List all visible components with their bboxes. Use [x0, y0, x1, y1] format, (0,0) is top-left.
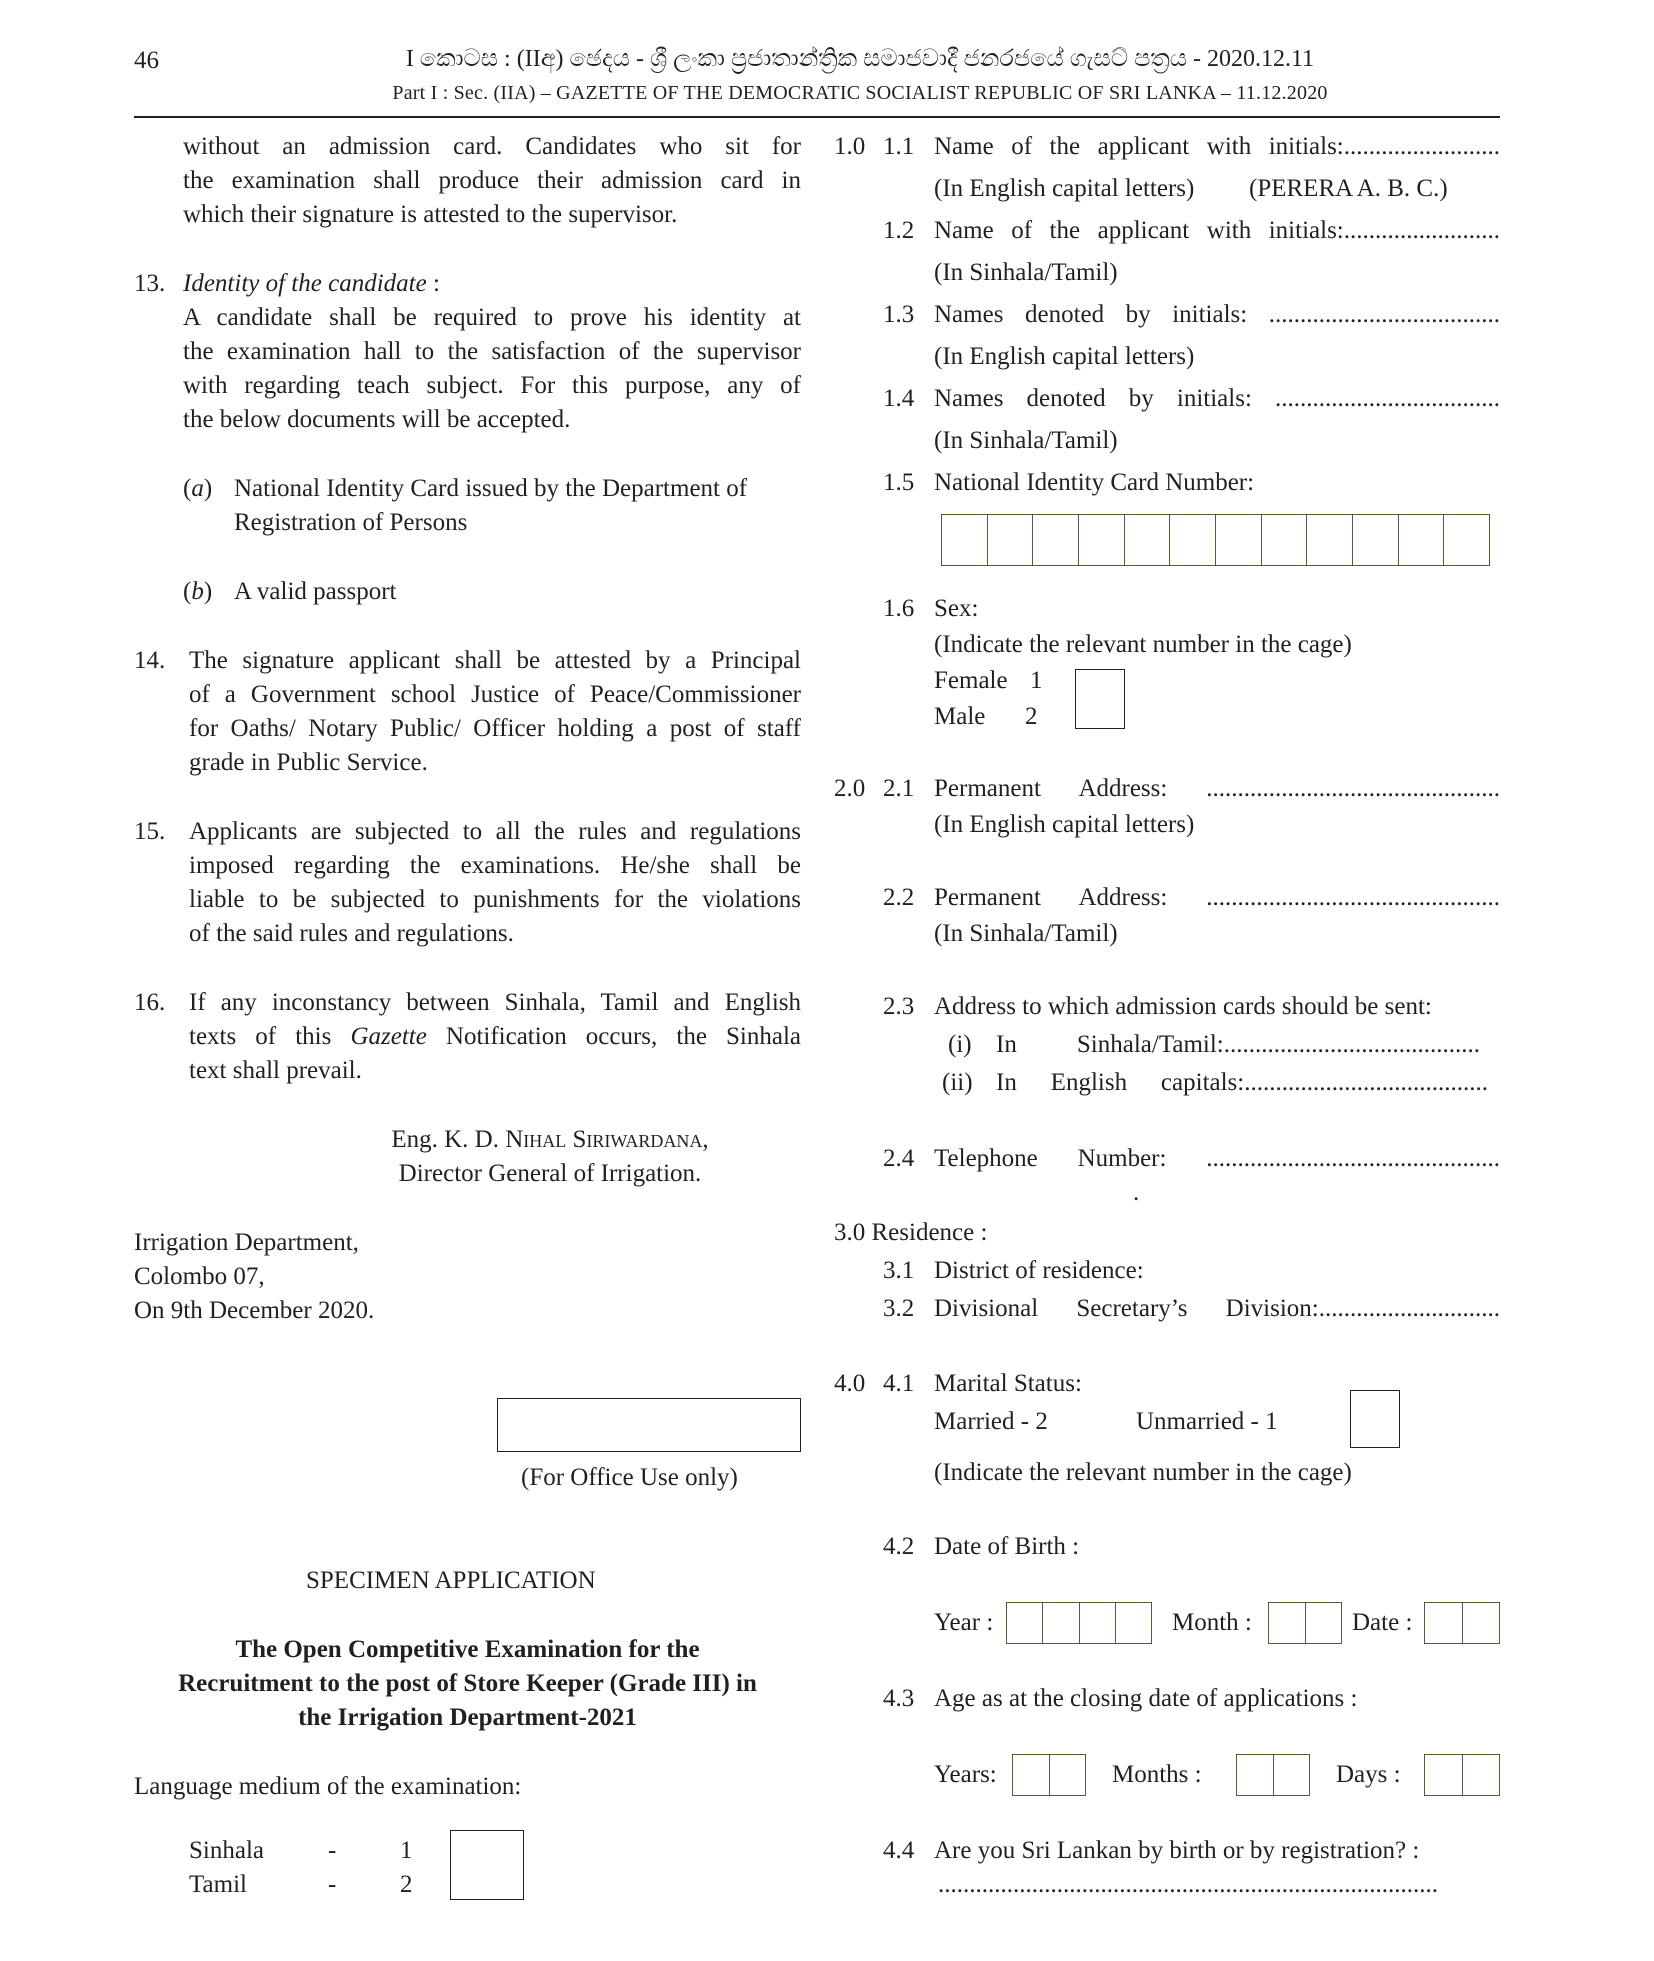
dob-date-label: Date :	[1352, 1609, 1413, 1636]
unmarried-option: Unmarried - 1	[1136, 1408, 1278, 1435]
sex-male-label: Male	[934, 703, 986, 730]
field-2-3-number: 2.3	[883, 993, 915, 1020]
married-option: Married - 2	[934, 1408, 1048, 1435]
nic-digit-cell[interactable]	[1125, 515, 1171, 565]
age-months-label: Months :	[1112, 1761, 1202, 1788]
field-4-4-number: 4.4	[883, 1837, 915, 1864]
field-1-4-number: 1.4	[883, 385, 915, 412]
field-1-6-sub: (Indicate the relevant number in the cage)	[934, 631, 1352, 658]
dob-date-cell[interactable]	[1425, 1603, 1463, 1643]
language-sinhala-dash: -	[328, 1837, 337, 1864]
header-english-title: Part I : Sec. (IIA) – GAZETTE OF THE DEMOCRATIC SOCIALIST REPUBLIC OF SRI LANKA – 11.12.2020	[392, 82, 1328, 104]
dob-date-boxes[interactable]	[1424, 1602, 1500, 1644]
intro-line-3: which their signature is attested to the supervisor.	[183, 201, 678, 228]
nic-digit-cell[interactable]	[1307, 515, 1353, 565]
field-1-4-label[interactable]: Names denoted by initials: ....................................	[934, 385, 1500, 412]
age-months-cell[interactable]	[1237, 1755, 1274, 1795]
field-3-2-number: 3.2	[883, 1295, 915, 1322]
dob-year-cell[interactable]	[1007, 1603, 1043, 1643]
nic-digit-cell[interactable]	[1444, 515, 1489, 565]
section-15-line-1: Applicants are subjected to all the rules and regulations	[189, 818, 801, 845]
field-1-2-sub: (In Sinhala/Tamil)	[934, 259, 1118, 286]
field-1-2-label[interactable]: Name of the applicant with initials:.........................	[934, 217, 1500, 244]
age-days-cell[interactable]	[1463, 1755, 1500, 1795]
field-1-0-number: 1.0	[834, 133, 866, 160]
sex-box[interactable]	[1075, 669, 1125, 729]
language-tamil-name: Tamil	[189, 1871, 247, 1898]
exam-title-line-1: The Open Competitive Examination for the	[235, 1636, 700, 1663]
field-1-1-label[interactable]: Name of the applicant with initials:.........................	[934, 133, 1500, 160]
nic-digit-cell[interactable]	[1033, 515, 1079, 565]
exam-title-line-3: the Irrigation Department-2021	[298, 1704, 637, 1731]
field-2-3-ii-number: (ii)	[942, 1069, 973, 1096]
signer-title: Director General of Irrigation.	[398, 1160, 702, 1187]
marital-status-box[interactable]	[1350, 1390, 1400, 1448]
section-16-line-2: texts of this Gazette Notification occurs, the Sinhala	[189, 1023, 801, 1050]
field-1-1-sub: (In English capital letters)	[934, 175, 1195, 202]
office-line-3: On 9th December 2020.	[134, 1297, 375, 1324]
sex-female-code: 1	[1030, 667, 1043, 694]
field-2-1-number: 2.1	[883, 775, 915, 802]
field-2-2-number: 2.2	[883, 884, 915, 911]
dob-year-cell[interactable]	[1043, 1603, 1079, 1643]
nic-digit-cell[interactable]	[942, 515, 988, 565]
nic-number-grid[interactable]	[941, 514, 1490, 566]
age-years-boxes[interactable]	[1012, 1754, 1086, 1796]
section-13-line-3: with regarding teach subject. For this purpose, any of	[183, 372, 801, 399]
section-15-number: 15.	[134, 818, 166, 845]
field-3-1-number: 3.1	[883, 1257, 915, 1284]
age-years-label: Years:	[934, 1761, 997, 1788]
office-line-2: Colombo 07,	[134, 1263, 265, 1290]
field-2-3-i-label[interactable]: In Sinhala/Tamil:.........................................	[996, 1031, 1480, 1058]
section-13-number: 13.	[134, 270, 166, 297]
header-rule	[134, 116, 1500, 118]
age-months-cell[interactable]	[1274, 1755, 1310, 1795]
section-15-line-4: of the said rules and regulations.	[189, 920, 514, 947]
nic-digit-cell[interactable]	[1353, 515, 1399, 565]
dob-month-cell[interactable]	[1306, 1603, 1342, 1643]
field-4-4-label: Are you Sri Lankan by birth or by registration? :	[934, 1837, 1420, 1864]
nic-digit-cell[interactable]	[1079, 515, 1125, 565]
field-1-1-example: (PERERA A. B. C.)	[1249, 175, 1448, 202]
intro-line-1: without an admission card. Candidates who sit for	[183, 133, 801, 160]
language-medium-box[interactable]	[450, 1830, 524, 1900]
exam-title-line-2: Recruitment to the post of Store Keeper (Grade III) in	[178, 1670, 757, 1697]
language-tamil-dash: -	[328, 1871, 337, 1898]
field-2-3-ii-label[interactable]: In English capitals:.......................................	[996, 1069, 1488, 1096]
header-sinhala-title: I කොටස : (IIඅ) ඡෙදය - ශ්‍රී ලංකා ප්‍රජාතාන්ත්‍රික සමාජවාදී ජනරජයේ ගැසට් පත්‍රය - 2020.12.11	[405, 46, 1315, 72]
nic-digit-cell[interactable]	[1170, 515, 1216, 565]
age-days-label: Days :	[1336, 1761, 1401, 1788]
field-4-0-number: 4.0	[834, 1370, 866, 1397]
dob-month-cell[interactable]	[1269, 1603, 1306, 1643]
section-13-line-2: the examination hall to the satisfaction of the supervisor	[183, 338, 801, 365]
section-14-line-1: The signature applicant shall be attested by a Principal	[189, 647, 801, 674]
field-2-1-label[interactable]: Permanent Address: ...............................................	[934, 775, 1500, 802]
dob-year-cell[interactable]	[1080, 1603, 1116, 1643]
office-line-1: Irrigation Department,	[134, 1229, 359, 1256]
intro-line-2: the examination shall produce their admission card in	[183, 167, 801, 194]
signer-name: Eng. K. D. Nihal Siriwardana,	[391, 1126, 709, 1153]
field-2-4-label[interactable]: Telephone Number: ...............................................	[934, 1145, 1500, 1172]
section-13-heading: Identity of the candidate :	[183, 270, 440, 297]
office-use-label: (For Office Use only)	[521, 1464, 738, 1491]
nic-digit-cell[interactable]	[988, 515, 1034, 565]
item-b-text: A valid passport	[234, 578, 397, 605]
item-a-line-2: Registration of Persons	[234, 509, 468, 536]
page-number: 46	[134, 47, 159, 74]
nic-digit-cell[interactable]	[1399, 515, 1445, 565]
field-4-1-sub: (Indicate the relevant number in the cage)	[934, 1459, 1352, 1486]
age-days-cell[interactable]	[1425, 1755, 1463, 1795]
field-1-1-number: 1.1	[883, 133, 915, 160]
age-days-boxes[interactable]	[1424, 1754, 1500, 1796]
dob-year-boxes[interactable]	[1006, 1602, 1152, 1644]
field-3-1-label[interactable]: District of residence:	[934, 1257, 1144, 1284]
field-2-2-sub: (In Sinhala/Tamil)	[934, 920, 1118, 947]
field-3-2-label[interactable]: Divisional Secretary’s Division:.............................	[934, 1295, 1500, 1322]
field-2-3-i-number: (i)	[948, 1031, 972, 1058]
field-2-3-label: Address to which admission cards should be sent:	[934, 993, 1432, 1020]
field-1-3-sub: (In English capital letters)	[934, 343, 1195, 370]
dob-month-label: Month :	[1172, 1609, 1252, 1636]
language-tamil-code: 2	[400, 1871, 413, 1898]
field-3-0-label: 3.0 Residence :	[834, 1219, 988, 1246]
section-13-line-1: A candidate shall be required to prove his identity at	[183, 304, 801, 331]
item-a-label: (a)	[183, 475, 213, 502]
field-4-3-label: Age as at the closing date of applications :	[934, 1685, 1358, 1712]
stray-dot: .	[1133, 1179, 1140, 1206]
section-16-number: 16.	[134, 989, 166, 1016]
field-1-2-number: 1.2	[883, 217, 915, 244]
nic-digit-cell[interactable]	[1262, 515, 1308, 565]
item-a-line-1: National Identity Card issued by the Department of	[234, 475, 748, 502]
field-4-2-label: Date of Birth :	[934, 1533, 1080, 1560]
language-sinhala-name: Sinhala	[189, 1837, 264, 1864]
age-years-cell[interactable]	[1013, 1755, 1050, 1795]
section-16-line-1: If any inconstancy between Sinhala, Tamil and English	[189, 989, 801, 1016]
field-2-1-sub: (In English capital letters)	[934, 811, 1195, 838]
field-1-6-label: Sex:	[934, 595, 979, 622]
specimen-heading: SPECIMEN APPLICATION	[306, 1567, 596, 1594]
field-2-4-number: 2.4	[883, 1145, 915, 1172]
language-sinhala-code: 1	[400, 1837, 413, 1864]
section-13-line-4: the below documents will be accepted.	[183, 406, 571, 433]
dob-date-cell[interactable]	[1463, 1603, 1500, 1643]
dob-year-label: Year :	[934, 1609, 994, 1636]
nic-digit-cell[interactable]	[1216, 515, 1262, 565]
section-14-line-3: for Oaths/ Notary Public/ Officer holding a post of staff	[189, 715, 801, 742]
field-1-3-label[interactable]: Names denoted by initials: .....................................	[934, 301, 1500, 328]
age-months-boxes[interactable]	[1236, 1754, 1310, 1796]
dob-year-cell[interactable]	[1116, 1603, 1151, 1643]
field-4-1-label: Marital Status:	[934, 1370, 1082, 1397]
item-b-label: (b)	[183, 578, 213, 605]
field-1-4-sub: (In Sinhala/Tamil)	[934, 427, 1118, 454]
sex-female-label: Female	[934, 667, 1008, 694]
field-1-3-number: 1.3	[883, 301, 915, 328]
section-14-line-4: grade in Public Service.	[189, 749, 428, 776]
section-16-line-3: text shall prevail.	[189, 1057, 362, 1084]
field-1-5-number: 1.5	[883, 469, 915, 496]
age-years-cell[interactable]	[1050, 1755, 1086, 1795]
section-15-line-3: liable to be subjected to punishments for the violations	[189, 886, 801, 913]
field-4-4-answer-line[interactable]: ................................................................................	[938, 1871, 1438, 1898]
language-medium-label: Language medium of the examination:	[134, 1773, 522, 1800]
section-15-line-2: imposed regarding the examinations. He/she shall be	[189, 852, 801, 879]
dob-month-boxes[interactable]	[1268, 1602, 1342, 1644]
office-use-box[interactable]	[497, 1398, 801, 1452]
field-2-2-label[interactable]: Permanent Address: ...............................................	[934, 884, 1500, 911]
field-4-3-number: 4.3	[883, 1685, 915, 1712]
field-1-6-number: 1.6	[883, 595, 915, 622]
field-1-5-label: National Identity Card Number:	[934, 469, 1255, 496]
field-4-2-number: 4.2	[883, 1533, 915, 1560]
field-2-0-number: 2.0	[834, 775, 866, 802]
section-14-line-2: of a Government school Justice of Peace/Commissioner	[189, 681, 801, 708]
field-4-1-number: 4.1	[883, 1370, 915, 1397]
sex-male-code: 2	[1025, 703, 1038, 730]
section-14-number: 14.	[134, 647, 166, 674]
